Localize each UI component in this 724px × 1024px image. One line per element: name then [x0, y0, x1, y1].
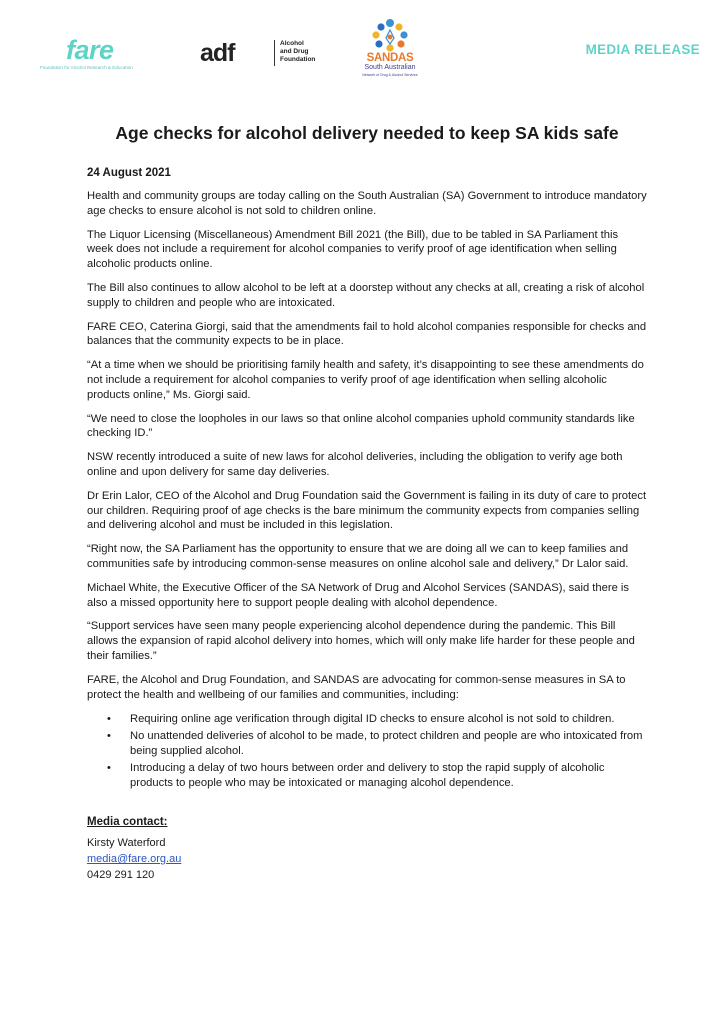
sandas-tagline: Network of Drug & Alcohol Services — [362, 73, 418, 77]
adf-name — [280, 40, 340, 64]
adf-wordmark: adf — [200, 39, 235, 67]
adf-name-line: Alcohol — [280, 40, 304, 47]
article-body — [87, 116, 647, 884]
adf-divider — [274, 40, 275, 66]
bullet-icon: • — [107, 713, 111, 726]
list-item-text: No unattended deliveries of alcohol to be made, to protect children and people are who intoxicated from being supplied alcohol. — [130, 730, 643, 757]
article-date: 24 August 2021 — [87, 167, 171, 179]
list-item — [87, 729, 647, 759]
fare-logo — [40, 36, 170, 70]
media-contact-heading: Media contact: — [87, 816, 168, 829]
paragraph: NSW recently introduced a suite of new laws for alcohol deliveries, including the obligation to verify age both online and upon delivery for same day deliveries. — [87, 451, 623, 478]
article-title: Age checks for alcohol delivery needed to keep SA kids safe — [115, 123, 619, 143]
contact-name: Kirsty Waterford — [87, 837, 166, 850]
sandas-wordmark: SANDAS — [366, 52, 414, 64]
paragraph: Dr Erin Lalor, CEO of the Alcohol and Drug Foundation said the Government is failing in its duty of care to protect our children. Requiring proof of age checks is the bare minimum the community expects from companies selling and delivering alcohol and must be included in this legislation. — [87, 489, 647, 532]
measures-list — [87, 712, 647, 790]
paragraph: Michael White, the Executive Officer of the SA Network of Drug and Alcohol Services (SANDAS), said there is also a missed opportunity here to support people dealing with alcohol dependence. — [87, 581, 629, 609]
bullet-icon: • — [107, 730, 111, 743]
list-item-text: Requiring online age verification through digital ID checks to ensure alcohol is not sold to children. — [130, 713, 615, 726]
contact-email-link[interactable]: media@fare.org.au — [87, 853, 182, 866]
contact-phone: 0429 291 120 — [87, 868, 155, 881]
paragraph: “We need to close the loopholes in our laws so that online alcohol companies uphold community standards like checking ID.” — [87, 412, 635, 440]
paragraph: Health and community groups are today calling on the South Australian (SA) Government to introduce mandatory age checks to ensure alcohol is not sold to children online. — [87, 190, 647, 217]
list-item — [87, 712, 647, 727]
adf-name-line: and Drug — [280, 48, 309, 55]
paragraph: The Bill also continues to allow alcohol to be left at a doorstep without any checks at all, creating a risk of alcohol supply to children and people who are intoxicated. — [87, 281, 645, 309]
adf-name-line: Foundation — [280, 56, 316, 63]
paragraph: “Right now, the SA Parliament has the opportunity to ensure that we are doing all we can to keep families and communities safe by introducing common-sense measures on online alcohol sale and delivery,” Dr Lalor said. — [87, 543, 629, 570]
bullet-icon: • — [107, 761, 111, 774]
paragraph: The Liquor Licensing (Miscellaneous) Amendment Bill 2021 (the Bill), due to be tabled in SA Parliament this week does not include a requirement for alcohol companies to verify proof of age identification when selling alcoholic products online. — [87, 228, 619, 271]
list-item — [87, 761, 647, 791]
fare-wordmark: fare — [66, 35, 114, 65]
fare-tagline: Foundation for Alcohol Research & Education — [40, 65, 133, 70]
sandas-flower-icon — [357, 18, 423, 54]
paragraph: FARE, the Alcohol and Drug Foundation, and SANDAS are advocating for common-sense measures in SA to protect the health and wellbeing of our families and communities, including: — [87, 673, 626, 701]
paragraph: “At a time when we should be prioritising family health and safety, it’s disappointing to see these amendments do not include a requirement for alcohol companies to verify proof of age identification when selling alcoholic products online,” Ms. Giorgi said. — [87, 359, 644, 401]
sandas-subtitle: South Australian — [364, 64, 416, 71]
media-release-label: MEDIA RELEASE — [585, 42, 700, 57]
sandas-logo — [357, 18, 423, 86]
paragraph: FARE CEO, Caterina Giorgi, said that the amendments fail to hold alcohol companies responsible for checks and balances that the community expects to be in place. — [87, 320, 647, 348]
list-item-text: Introducing a delay of two hours between order and delivery to stop the rapid supply of alcoholic products to people who may be intoxicated or managing alcohol dependence. — [130, 761, 605, 789]
paragraph: “Support services have seen many people experiencing alcohol dependence during the pandemic. This Bill allows the expansion of rapid alcohol delivery into homes, which will only make life harder for these people and their families.” — [87, 620, 635, 662]
